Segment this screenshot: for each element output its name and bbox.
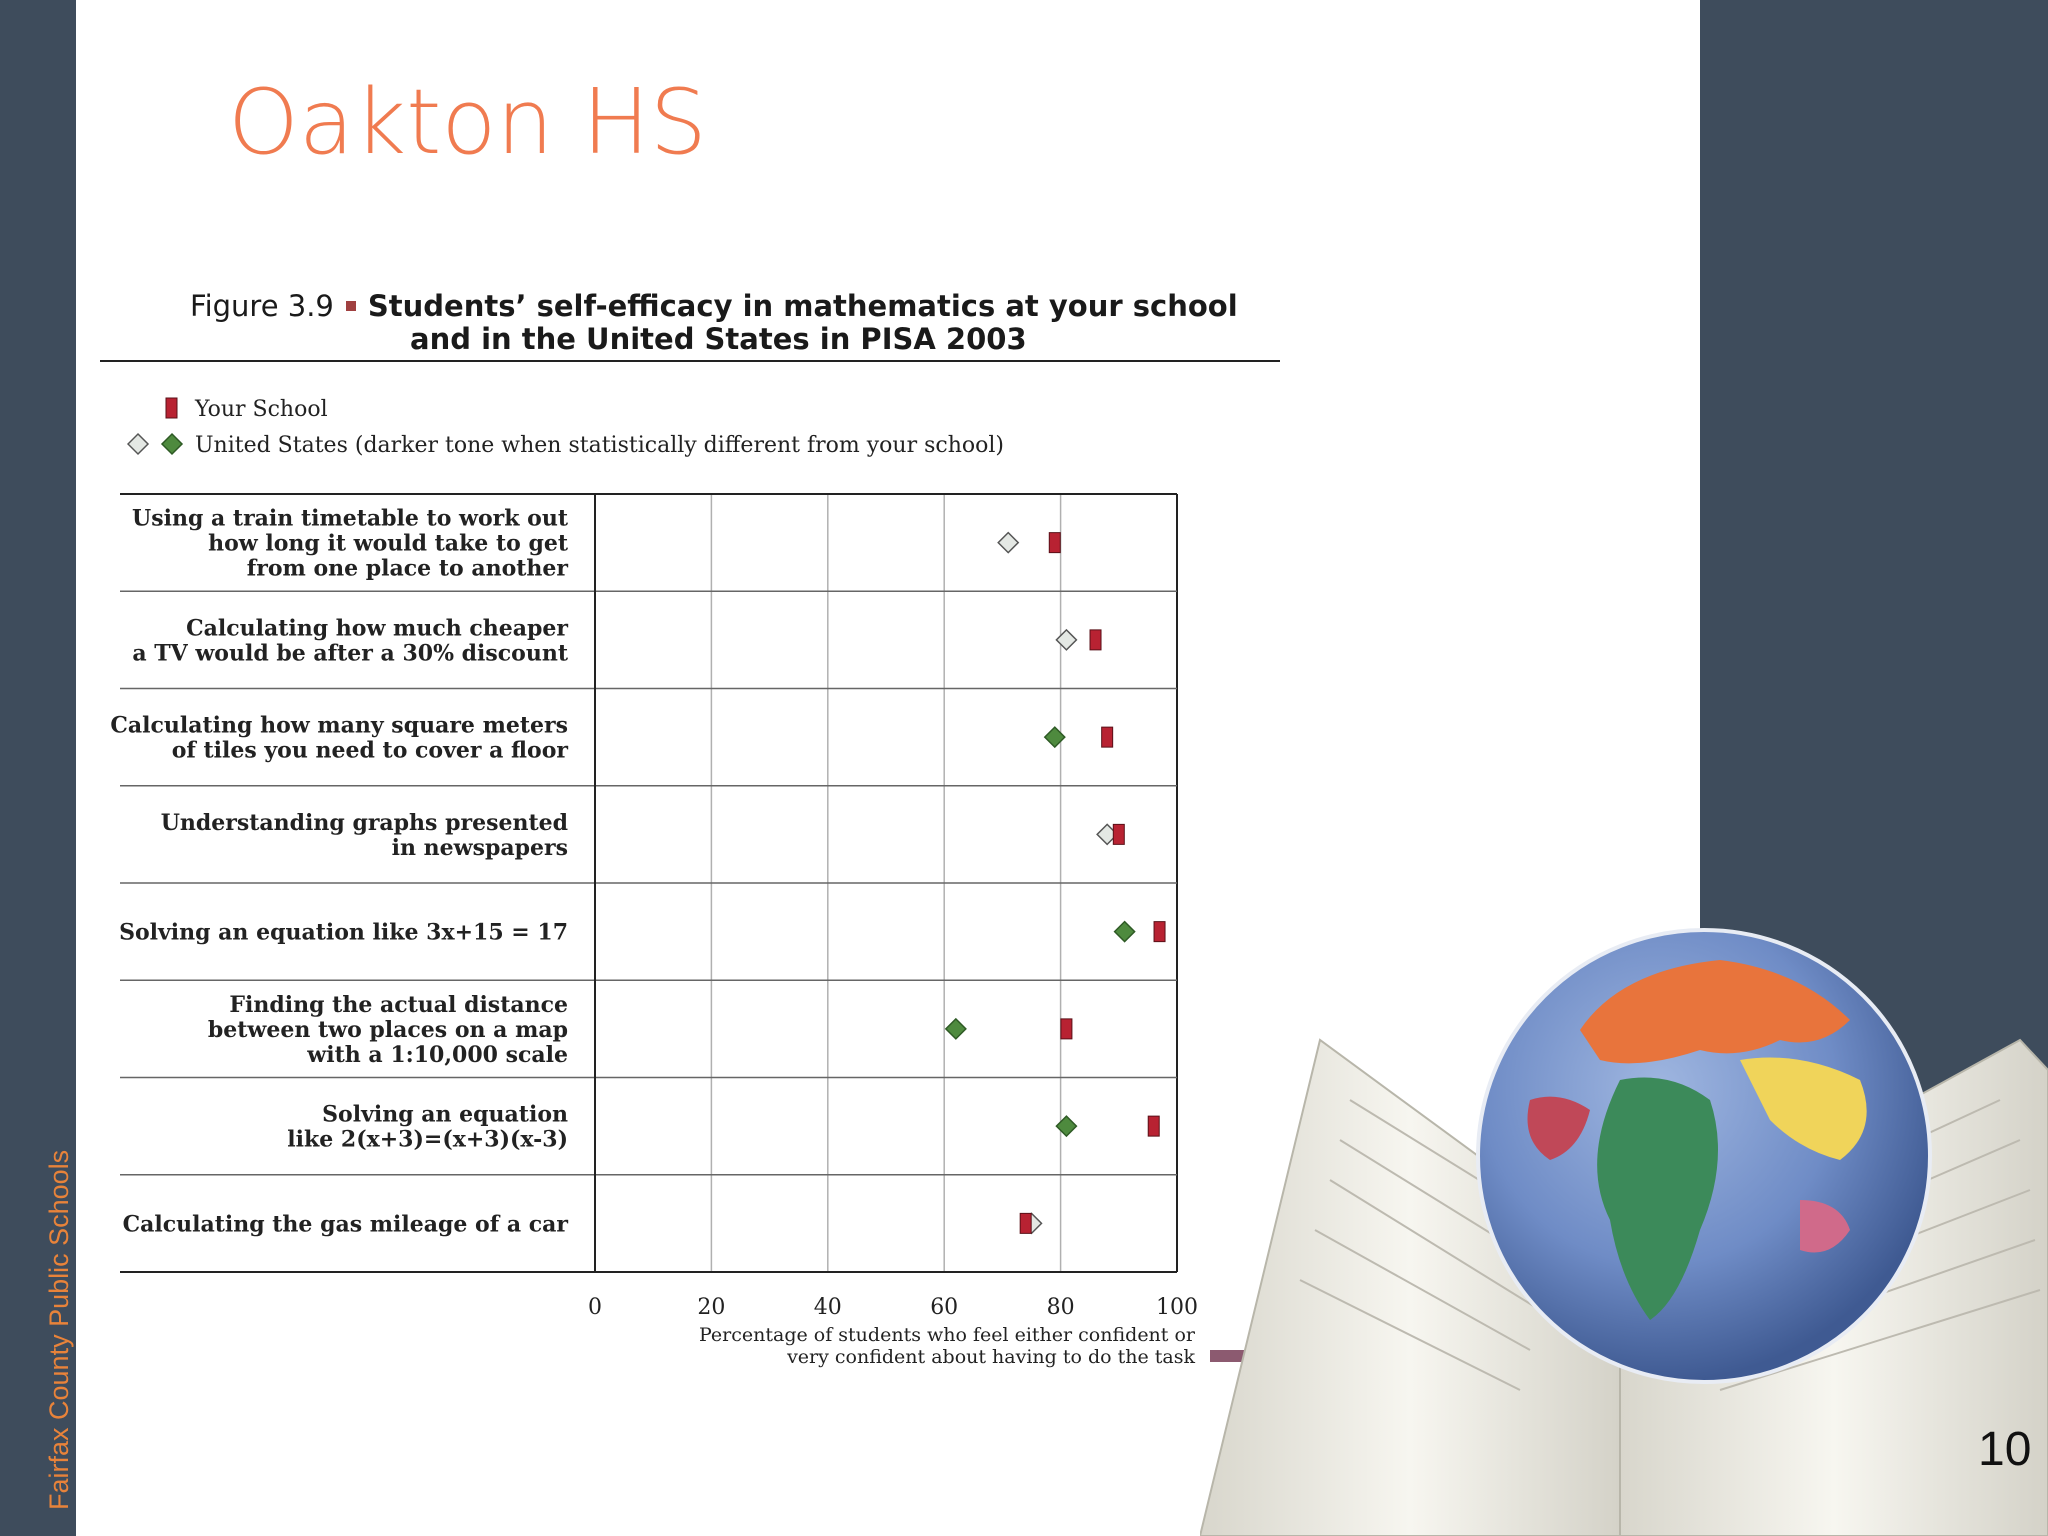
- figure-title-line2: and in the United States in PISA 2003: [410, 322, 1027, 356]
- figure-title-line1: Students’ self-efficacy in mathematics at your school: [367, 289, 1238, 323]
- school-point: [1061, 1019, 1072, 1039]
- category-label-line: between two places on a map: [207, 1016, 568, 1043]
- category-label-line: Solving an equation: [322, 1101, 568, 1128]
- category-label: [132, 506, 569, 582]
- x-tick-label: 80: [1046, 1295, 1075, 1320]
- category-label: [132, 615, 568, 666]
- legend-us-label: United States (darker tone when statistically different from your school): [195, 433, 1004, 458]
- category-label: [287, 1102, 568, 1153]
- school-point: [1102, 727, 1113, 747]
- x-tick-label: 20: [697, 1295, 726, 1320]
- category-label-line: Finding the actual distance: [229, 991, 568, 1018]
- page-number: 10: [1978, 1423, 2032, 1476]
- legend-school-marker: [166, 398, 177, 418]
- us-point: [1056, 630, 1076, 650]
- category-label: [123, 1211, 569, 1237]
- school-point: [1020, 1213, 1031, 1233]
- school-point: [1148, 1116, 1159, 1136]
- category-label-line: Solving an equation like 3x+15 = 17: [119, 919, 568, 946]
- x-tick-label: 0: [588, 1295, 602, 1320]
- x-axis-label-line1: Percentage of students who feel either confident or: [699, 1324, 1195, 1346]
- category-label-line: of tiles you need to cover a floor: [171, 737, 568, 764]
- globe-book-image: [1200, 900, 2048, 1536]
- category-label-line: like 2(x+3)=(x+3)(x-3): [287, 1126, 568, 1153]
- plot-area: [110, 494, 1280, 1368]
- x-axis-label-line2: very confident about having to do the task: [787, 1346, 1195, 1368]
- legend: [128, 397, 1004, 458]
- slide-title: Oakton HS: [228, 70, 707, 175]
- x-tick-label: 60: [930, 1295, 959, 1320]
- category-label-line: with a 1:10,000 scale: [307, 1041, 568, 1068]
- category-label: [208, 992, 568, 1068]
- category-label-line: a TV would be after a 30% discount: [132, 640, 568, 667]
- sidebar-text: Fairfax County Public Schools: [44, 1149, 74, 1510]
- category-label-line: in newspapers: [391, 834, 568, 861]
- us-point: [946, 1019, 966, 1039]
- us-point: [1056, 1116, 1076, 1136]
- category-label-line: Calculating how much cheaper: [186, 615, 568, 642]
- category-label: [110, 713, 568, 764]
- category-label-line: Calculating the gas mileage of a car: [122, 1211, 568, 1238]
- category-label-line: how long it would take to get: [208, 530, 568, 557]
- school-point: [1113, 824, 1124, 844]
- us-point: [1045, 727, 1065, 747]
- figure-label: Figure 3.9: [190, 289, 334, 323]
- x-tick-label: 40: [813, 1295, 842, 1320]
- legend-school-label: Your School: [195, 397, 328, 422]
- school-point: [1154, 922, 1165, 942]
- legend-us-light-icon: [128, 434, 148, 454]
- category-label-line: Calculating how many square meters: [110, 712, 568, 739]
- category-label: [119, 920, 568, 946]
- category-label: [161, 810, 568, 861]
- school-point: [1090, 630, 1101, 650]
- legend-us-dark-icon: [162, 434, 182, 454]
- x-tick-label: 100: [1156, 1295, 1198, 1320]
- category-label-line: Understanding graphs presented: [160, 809, 568, 836]
- us-point: [1115, 922, 1135, 942]
- category-label-line: from one place to another: [246, 555, 568, 582]
- category-label-line: Using a train timetable to work out: [132, 505, 568, 532]
- school-point: [1049, 533, 1060, 553]
- us-point: [998, 533, 1018, 553]
